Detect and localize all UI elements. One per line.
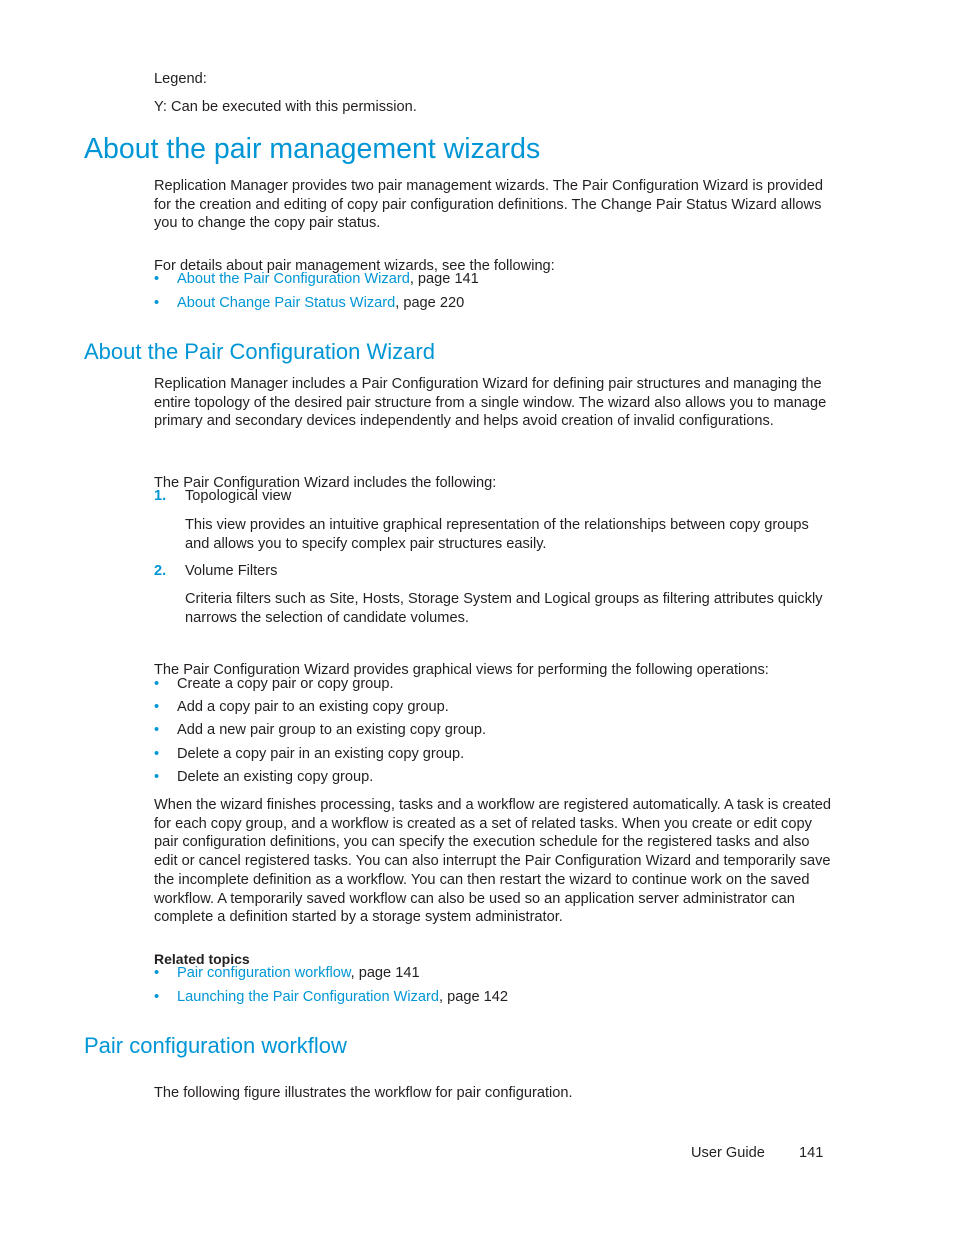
section-title-pair-configuration-workflow: Pair configuration workflow [84, 1033, 347, 1058]
list-item [154, 698, 449, 716]
bullet-icon: • [154, 676, 160, 692]
operation-text: Add a new pair group to an existing copy group. [177, 722, 487, 738]
link-pair-configuration-workflow[interactable]: Pair configuration workflow [177, 965, 351, 981]
list-item [154, 745, 464, 763]
list-item [154, 721, 486, 739]
legend-label: Legend: [154, 70, 207, 87]
bullet-icon: • [154, 722, 160, 738]
operation-text: Create a copy pair or copy group. [177, 676, 394, 692]
bullet-icon: • [154, 271, 160, 287]
item-title: Volume Filters [185, 563, 278, 579]
bullet-icon: • [154, 989, 160, 1005]
item-number: 2. [154, 563, 167, 579]
page-reference: , page 141 [409, 271, 479, 287]
section2-includes-lead: The Pair Configuration Wizard includes the following: [154, 474, 497, 491]
list-item [154, 270, 479, 288]
volume-filters-description: Criteria filters such as Site, Hosts, Storage System and Logical groups as filtering attributes quickly narrows the selection of candidate volumes. [185, 591, 823, 626]
link-change-pair-status-wizard[interactable]: About Change Pair Status Wizard [177, 295, 396, 311]
list-item [154, 964, 420, 982]
bullet-icon: • [154, 965, 160, 981]
list-item [154, 768, 373, 786]
section2-intro: Replication Manager includes a Pair Configuration Wizard for defining pair structures and managing the entire topology of the desired pair structure from a single window. The wizard also allows you to manage primary and secondary devices independently and helps avoid creation of invalid configurations. [154, 376, 827, 430]
section1-intro: Replication Manager provides two pair management wizards. The Pair Configuration Wizard is provided for the creation and editing of copy pair configuration definitions. The Change Pair Status Wizard allows you to change the copy pair status. [154, 178, 823, 232]
bullet-icon: • [154, 699, 160, 715]
list-item [154, 294, 464, 312]
operation-text: Add a copy pair to an existing copy group. [177, 699, 449, 715]
legend-y-line: Y: Can be executed with this permission. [154, 98, 417, 115]
section2-finish-paragraph: When the wizard finishes processing, tasks and a workflow are registered automatically. A task is created for each copy group, and a workflow is created as a set of related tasks. When you create or edit copy pair configuration definitions, you can specify the execution schedule for the registered tasks and also edit or cancel registered tasks. You can also interrupt the Pair Configuration Wizard and temporarily save the incomplete definition as a workflow. You can then restart the wizard to continue work on the saved workflow. A temporarily saved workflow can also be used so an application server administrator can complete a definition started by a storage system administrator. [154, 797, 832, 926]
bullet-icon: • [154, 746, 160, 762]
section-title-pair-configuration-wizard: About the Pair Configuration Wizard [84, 339, 435, 364]
page-reference: , page 141 [350, 965, 420, 981]
item-title: Topological view [185, 488, 292, 504]
numbered-item-topological-view [154, 487, 291, 505]
section2-operations-lead: The Pair Configuration Wizard provides graphical views for performing the following operations: [154, 661, 769, 678]
bullet-icon: • [154, 295, 160, 311]
section1-details-lead: For details about pair management wizards, see the following: [154, 257, 555, 274]
operation-text: Delete an existing copy group. [177, 769, 374, 785]
page-reference: , page 220 [395, 295, 465, 311]
link-pair-configuration-wizard[interactable]: About the Pair Configuration Wizard [177, 271, 410, 287]
section3-intro: The following figure illustrates the workflow for pair configuration. [154, 1084, 573, 1101]
list-item [154, 675, 394, 693]
list-item [154, 988, 508, 1006]
numbered-item-volume-filters [154, 562, 277, 580]
topological-view-description: This view provides an intuitive graphical representation of the relationships between copy groups and allows you to specify complex pair structures easily. [185, 517, 809, 552]
bullet-icon: • [154, 769, 160, 785]
page-reference: , page 142 [439, 989, 509, 1005]
related-topics-heading: Related topics [154, 951, 250, 967]
link-launching-pair-configuration-wizard[interactable]: Launching the Pair Configuration Wizard [177, 989, 440, 1005]
item-number: 1. [154, 488, 167, 504]
section-title-pair-management-wizards: About the pair management wizards [84, 133, 541, 165]
footer-page-number: 141 [799, 1145, 824, 1161]
footer-guide-label: User Guide [691, 1145, 765, 1161]
operation-text: Delete a copy pair in an existing copy group. [177, 746, 465, 762]
